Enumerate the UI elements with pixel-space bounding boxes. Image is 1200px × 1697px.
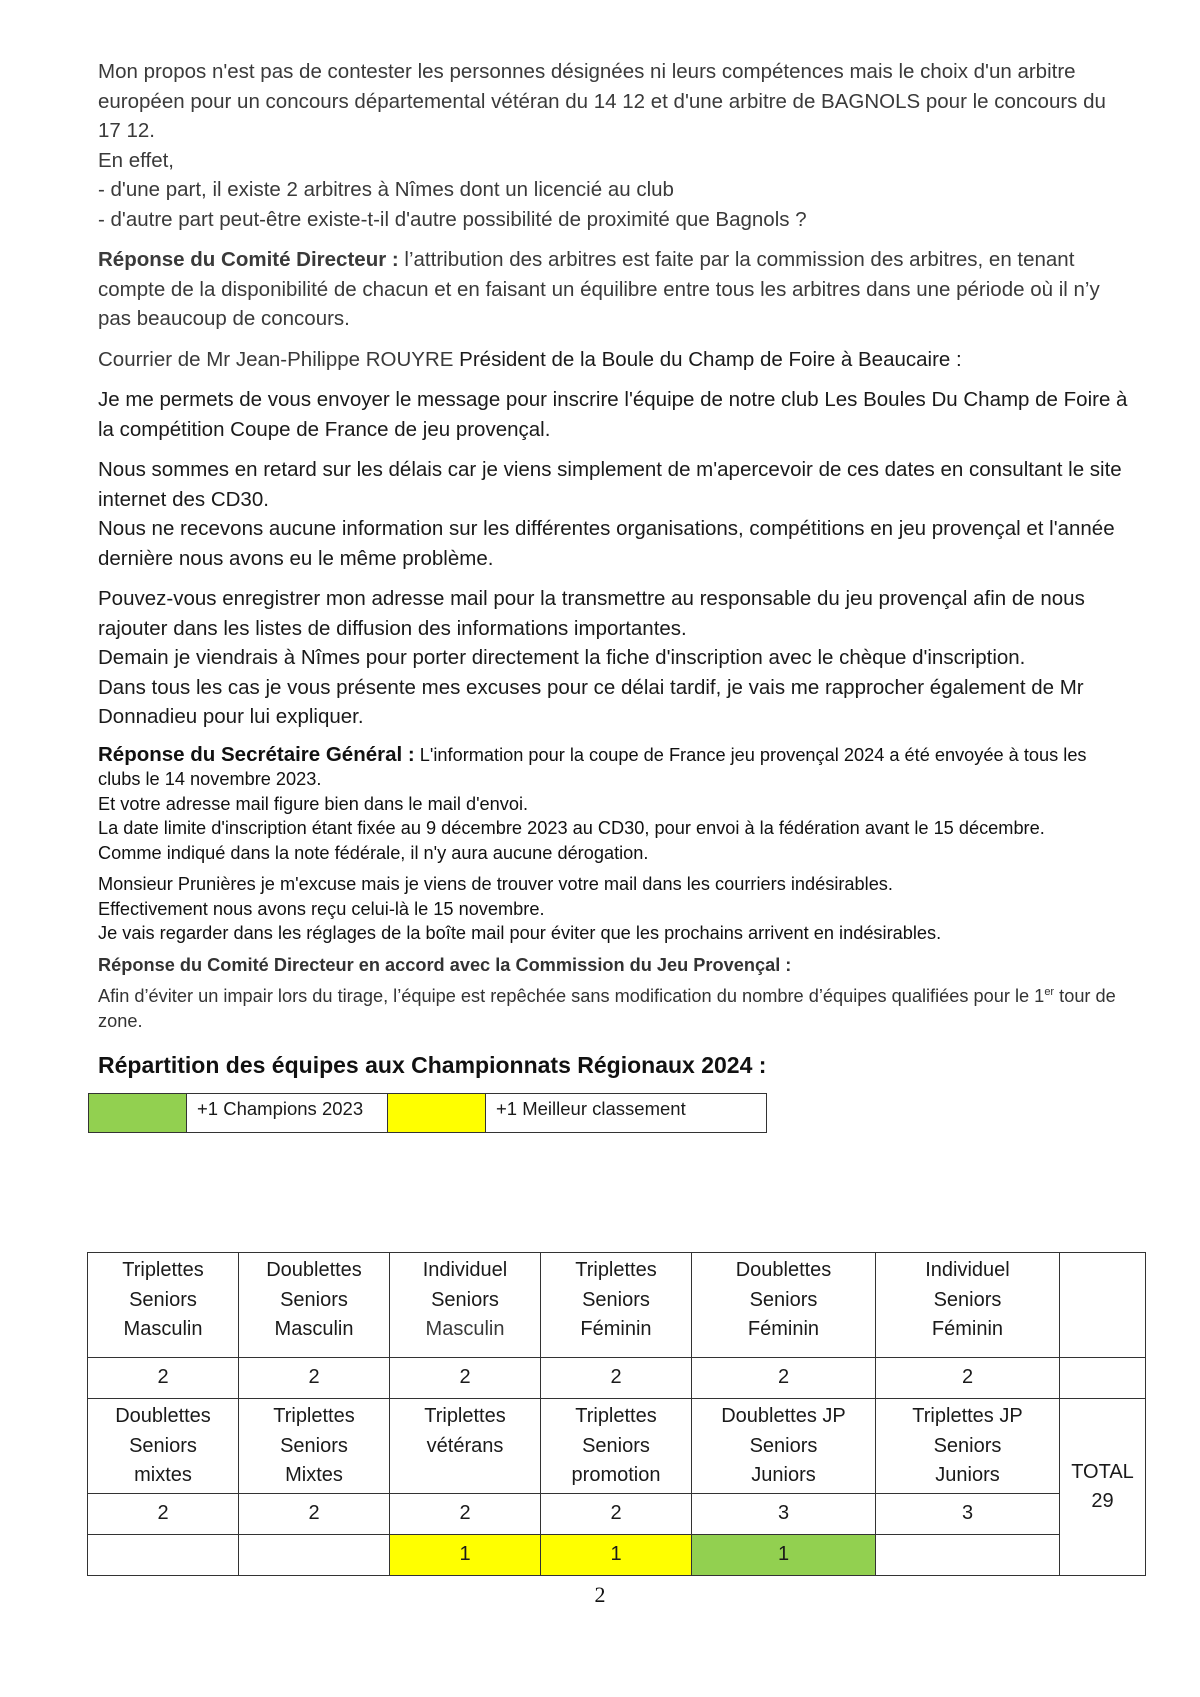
category-header: Triplettes Seniors Masculin: [88, 1253, 239, 1358]
bonus-cell-best-ranking: 1: [390, 1535, 541, 1576]
total-label: TOTAL: [1071, 1460, 1134, 1483]
table-row-values-1: [88, 1358, 1146, 1399]
courrier-role: Président de la Boule du Champ de Foire à Beaucaire :: [453, 347, 962, 371]
team-count: 2: [390, 1494, 541, 1535]
bonus-cell: [239, 1535, 390, 1576]
category-header: Individuel Seniors Féminin: [876, 1253, 1060, 1358]
team-count: 2: [88, 1494, 239, 1535]
courrier-author: Courrier de Mr Jean-Philippe ROUYRE: [98, 347, 454, 371]
response-secretaire: [98, 743, 1128, 792]
category-header: Triplettes JP Seniors Juniors: [876, 1399, 1060, 1494]
legend-green-swatch: [89, 1094, 187, 1133]
category-header: Triplettes vétérans: [390, 1399, 541, 1494]
response-secretaire-line: Je vais regarder dans les réglages de la boîte mail pour éviter que les prochains arrivent en indésirables.: [98, 923, 942, 943]
response-text-end: tour de zone.: [98, 986, 1116, 1031]
table-row-headers-2: [88, 1399, 1146, 1494]
legend-yellow-label: +1 Meilleur classement: [486, 1094, 767, 1133]
letter-paragraph-1: Je me permets de vous envoyer le message pour inscrire l'équipe de notre club Les Boules Du Champ de Foire à la compétition Coupe de France de jeu provençal.: [98, 388, 1128, 441]
section-heading: Répartition des équipes aux Championnats Régionaux 2024 :: [98, 1052, 767, 1078]
legend-yellow-swatch: [388, 1094, 486, 1133]
response-secretaire-line: Monsieur Prunières je m'excuse mais je viens de trouver votre mail dans les courriers indésirables.: [98, 874, 893, 894]
category-header: Individuel Seniors Masculin: [390, 1253, 541, 1358]
team-count: 2: [239, 1358, 390, 1399]
response-comite-1: [98, 245, 1128, 334]
category-header: Doublettes Seniors mixtes: [88, 1399, 239, 1494]
response-text: L'information pour la coupe de France jeu provençal 2024 a été envoyée à tous les clubs le 14 novembre 2023.: [98, 744, 1087, 789]
team-count: 3: [876, 1494, 1060, 1535]
paragraph-part-1: - d'une part, il existe 2 arbitres à Nîmes dont un licencié au club: [98, 178, 674, 201]
bonus-cell-best-ranking: 1: [541, 1535, 692, 1576]
table-row-values-2: [88, 1494, 1146, 1535]
table-row-bonus: [88, 1535, 1146, 1576]
legend-green-label: +1 Champions 2023: [187, 1094, 388, 1133]
response-secretaire-line: Comme indiqué dans la note fédérale, il n'y aura aucune dérogation.: [98, 842, 649, 863]
team-count: 2: [541, 1494, 692, 1535]
category-header: Doublettes Seniors Féminin: [692, 1253, 876, 1358]
response-secretaire-line: La date limite d'inscription étant fixée au 9 décembre 2023 au CD30, pour envoi à la fédération avant le 15 décembre.: [98, 818, 1045, 838]
team-count: 2: [88, 1358, 239, 1399]
page-content: [98, 57, 1128, 1133]
response-comite-jp-label: Réponse du Comité Directeur en accord avec la Commission du Jeu Provençal :: [98, 954, 792, 975]
total-value: 29: [1091, 1490, 1114, 1512]
category-header: Triplettes Seniors Mixtes: [239, 1399, 390, 1494]
team-count: 2: [876, 1358, 1060, 1399]
empty-cell: [1060, 1253, 1146, 1358]
team-count: 2: [390, 1358, 541, 1399]
team-count: 2: [239, 1494, 390, 1535]
response-secretaire-line: Effectivement nous avons reçu celui-là le 15 novembre.: [98, 898, 545, 919]
team-count: 2: [692, 1358, 876, 1399]
letter-paragraph-3: Nous ne recevons aucune information sur les différentes organisations, compétitions en jeu provençal et l'année dernière nous avons eu le même problème.: [98, 517, 1115, 570]
team-count: 2: [541, 1358, 692, 1399]
letter-paragraph-4: Pouvez-vous enregistrer mon adresse mail pour la transmettre au responsable du jeu provençal afin de nous rajouter dans les listes de diffusion des informations importantes.: [98, 587, 1085, 640]
letter-paragraph-6: Dans tous les cas je vous présente mes excuses pour ce délai tardif, je vais me rapprocher également de Mr Donnadieu pour lui expliquer.: [98, 675, 1084, 728]
category-header: Doublettes Seniors Masculin: [239, 1253, 390, 1358]
courrier-intro: [98, 345, 1128, 375]
response-label: Réponse du Secrétaire Général :: [98, 742, 415, 766]
response-label: Réponse du Comité Directeur :: [98, 248, 399, 271]
page-number: 2: [594, 1582, 606, 1607]
table-row-headers-1: [88, 1253, 1146, 1358]
response-text: l’attribution des arbitres est faite par la commission des arbitres, en tenant compte de la disponibilité de chacun et en faisant un équilibre entre tous les arbitres dans une période où il n’y pas beaucoup de concours.: [98, 248, 1100, 330]
teams-table: [87, 1252, 1146, 1576]
category-header: Doublettes JP Seniors Juniors: [692, 1399, 876, 1494]
total-cell: [1060, 1399, 1146, 1576]
category-header: Triplettes Seniors Féminin: [541, 1253, 692, 1358]
letter-paragraph-2: Nous sommes en retard sur les délais car je viens simplement de m'apercevoir de ces dates en consultant le site internet des CD30.: [98, 458, 1122, 511]
team-count: 3: [692, 1494, 876, 1535]
bonus-cell-champions: 1: [692, 1535, 876, 1576]
response-comite-jp-text: [98, 984, 1128, 1033]
paragraph-en-effet: En effet,: [98, 148, 174, 172]
letter-paragraph-5: Demain je viendrais à Nîmes pour porter directement la fiche d'inscription avec le chèque d'inscription.: [98, 646, 1026, 669]
ordinal-superscript: er: [1044, 985, 1055, 998]
response-text: Afin d’éviter un impair lors du tirage, l’équipe est repêchée sans modification du nombre d’équipes qualifiées pour le 1: [98, 986, 1045, 1006]
color-legend: [88, 1093, 767, 1133]
empty-cell: [1060, 1358, 1146, 1399]
paragraph-part-2: - d'autre part peut-être existe-t-il d'autre possibilité de proximité que Bagnols ?: [98, 207, 807, 231]
bonus-cell: [88, 1535, 239, 1576]
paragraph-arbitre: Mon propos n'est pas de contester les personnes désignées ni leurs compétences mais le choix d'un arbitre européen pour un concours départemental vétéran du 14 12 et d'une arbitre de BAGNOLS pour le concours du 17 12.: [98, 60, 1106, 142]
response-secretaire-line: Et votre adresse mail figure bien dans le mail d'envoi.: [98, 793, 529, 814]
bonus-cell: [876, 1535, 1060, 1576]
category-header: Triplettes Seniors promotion: [541, 1399, 692, 1494]
